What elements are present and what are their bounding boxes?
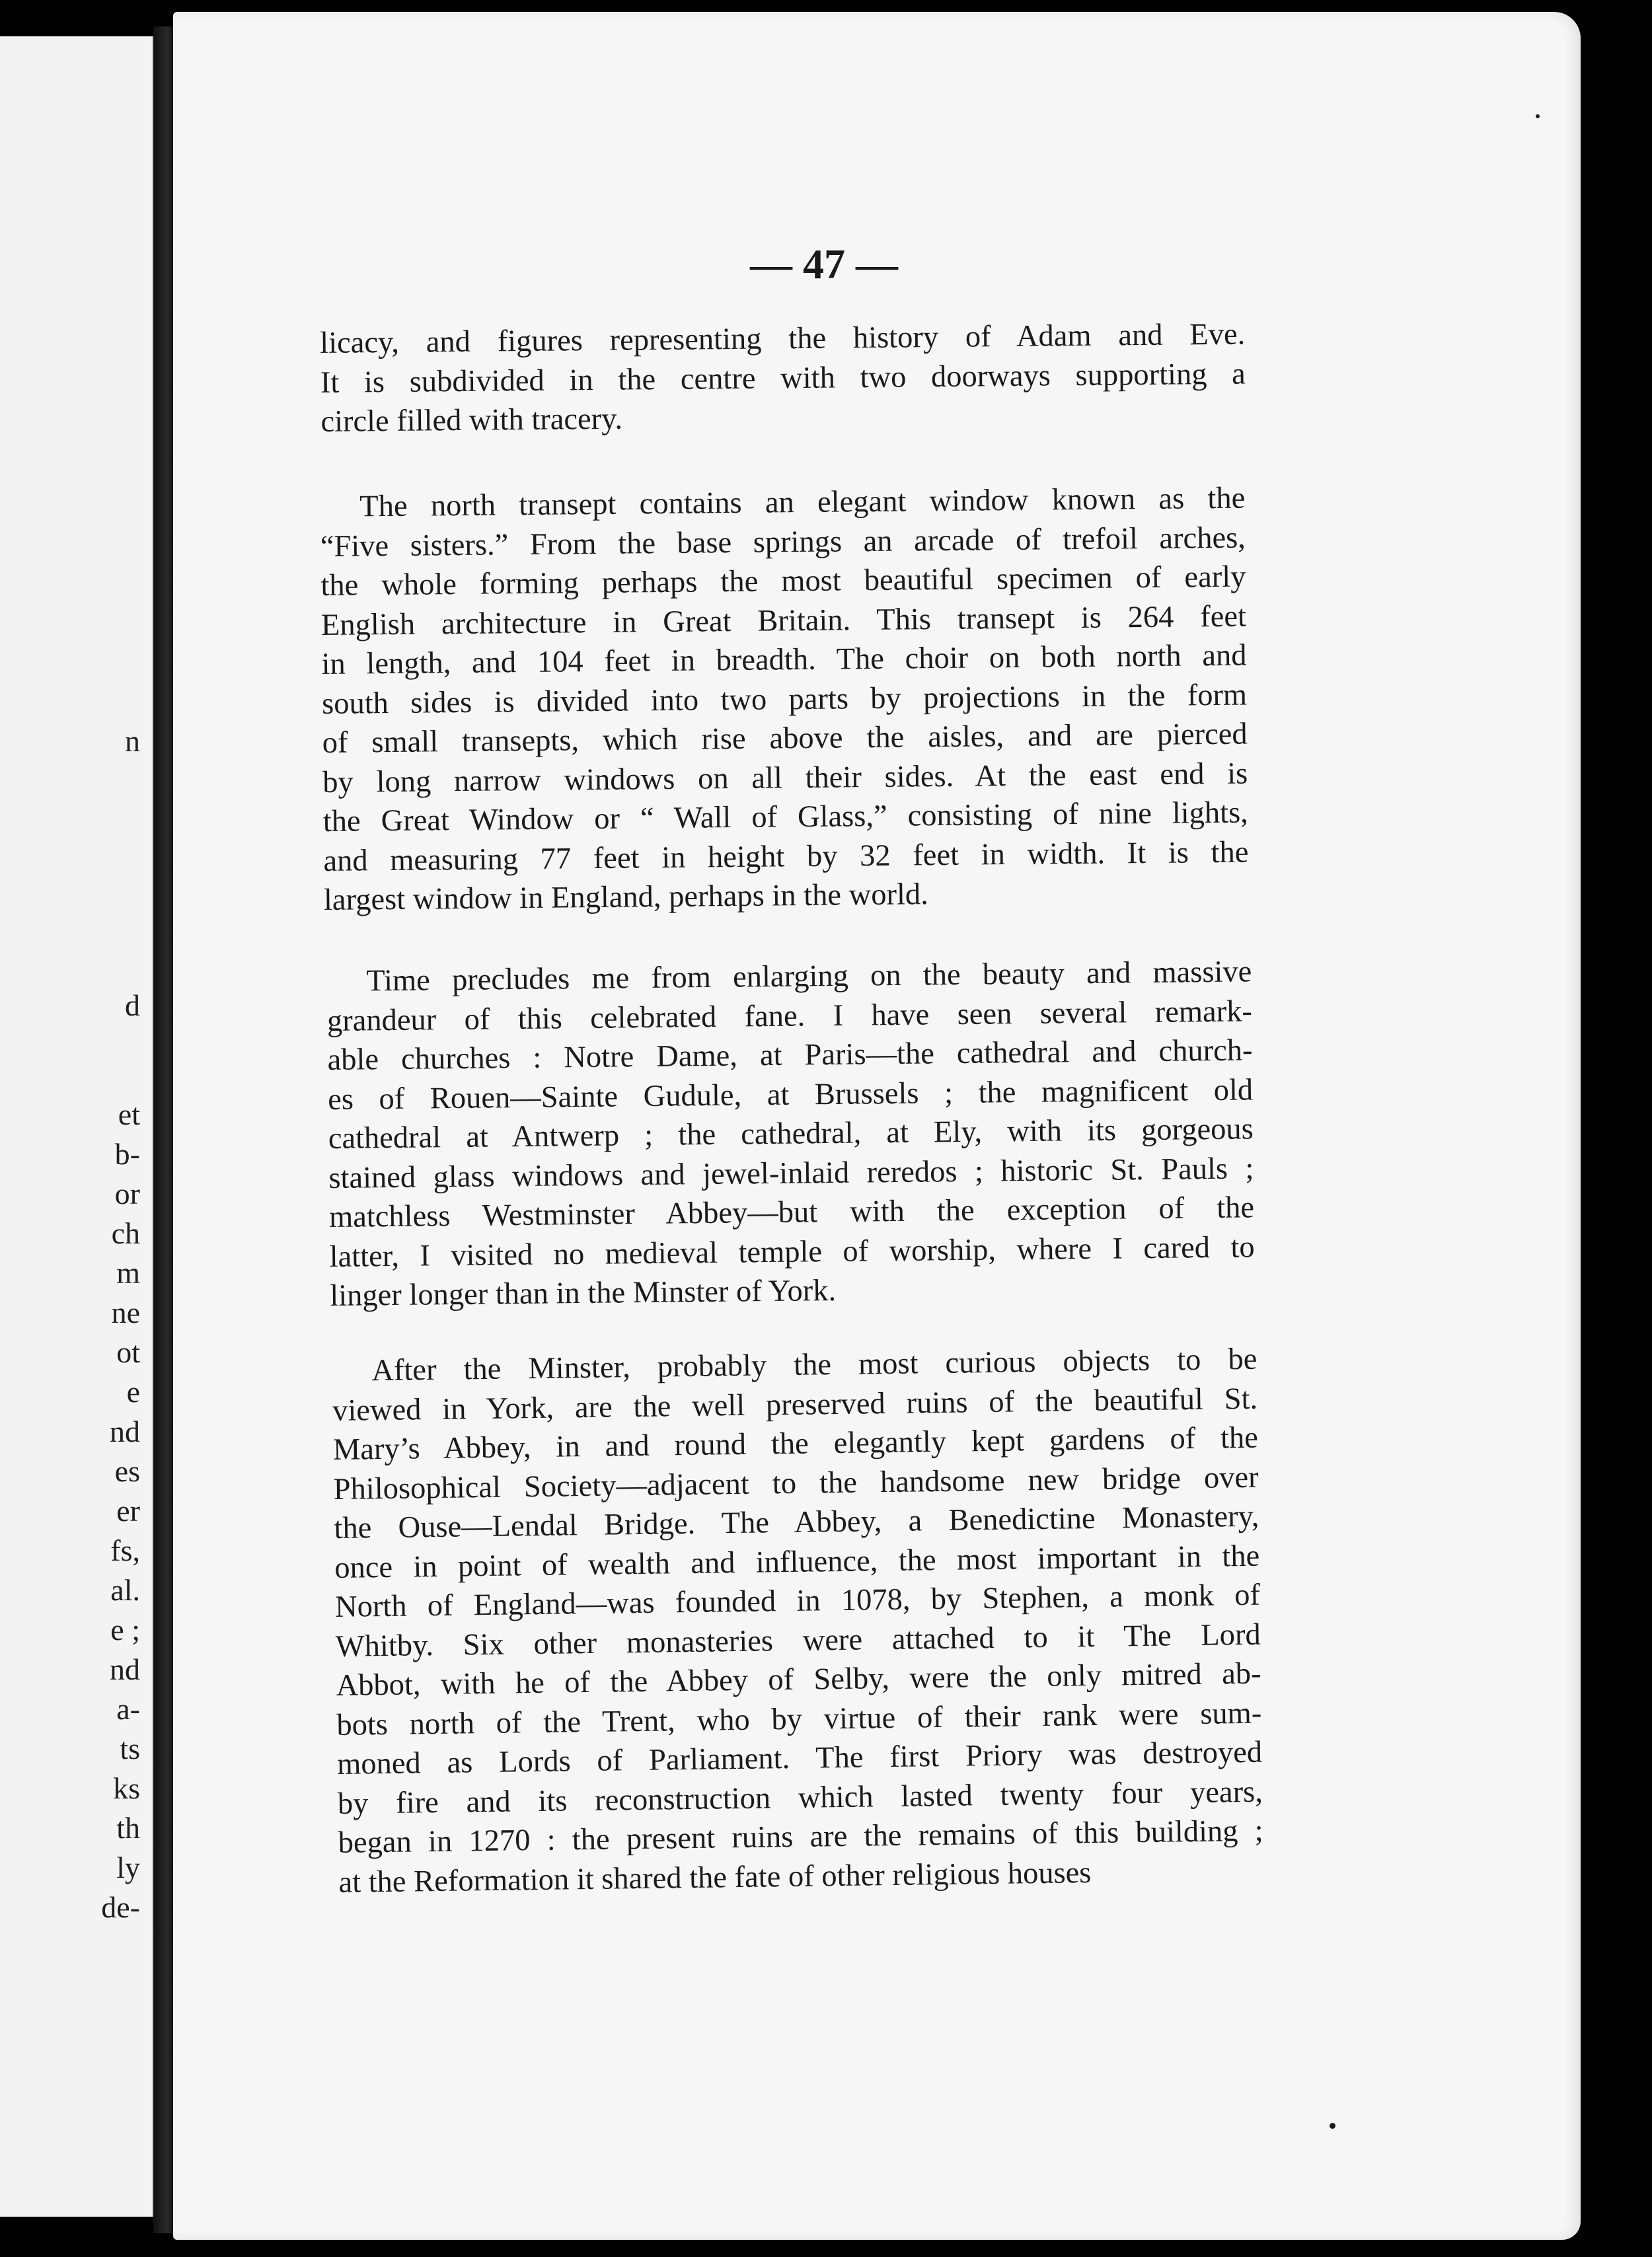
margin-fragment: fs, (110, 1534, 140, 1567)
margin-fragment: m (116, 1256, 140, 1290)
text-line: Time precludes me from enlarging on the beauty and massive (366, 955, 1252, 998)
margin-fragment: e (126, 1375, 140, 1409)
margin-fragment: a- (116, 1692, 140, 1726)
paragraph-4 (332, 1339, 1330, 1902)
text-line: licacy, and figures representing the history of Adam and Eve. (320, 317, 1246, 360)
margin-fragment: nd (110, 1415, 140, 1448)
text-line: cathedral at Antwerp ; the cathedral, at Ely, with its gorgeous (328, 1112, 1254, 1156)
margin-fragment: e ; (110, 1613, 140, 1646)
text-line: bots north of the Trent, who by virtue of their rank were sum- (336, 1696, 1262, 1742)
text-line: began in 1270 : the present ruins are the remains of this building ; (338, 1814, 1263, 1860)
margin-fragment: et (118, 1097, 140, 1131)
margin-fragment: al. (110, 1573, 140, 1607)
text-line: grandeur of this celebrated fane. I have seen several remark- (326, 994, 1253, 1038)
margin-fragment: ks (113, 1771, 140, 1805)
margin-fragment: d (125, 988, 140, 1022)
text-line: North of England—was founded in 1078, by Stephen, a monk of (334, 1578, 1261, 1624)
text-line: south sides is divided into two parts by projections in the form (321, 678, 1248, 721)
text-line: The north transept contains an elegant window known as the (359, 481, 1246, 524)
margin-fragment: de- (101, 1890, 140, 1924)
text-line: Abbot, with he of the Abbey of Selby, were the only mitred ab- (336, 1656, 1261, 1703)
paragraph-3 (326, 951, 1322, 1315)
margin-fragment: ch (111, 1216, 140, 1250)
text-line: largest window in England, perhaps in the world. (323, 877, 928, 917)
margin-fragment: or (114, 1177, 140, 1210)
text-line: the whole forming perhaps the most beautiful specimen of early (320, 560, 1246, 603)
margin-fragment: n (125, 724, 140, 758)
text-line: After the Minster, probably the most curious objects to be (371, 1342, 1258, 1388)
text-line: Mary’s Abbey, in and round the elegantly kept gardens of the (332, 1421, 1259, 1467)
text-line: of small transepts, which rise above the aisles, and are pierced (322, 717, 1248, 760)
text-line: moned as Lords of Parliament. The first Priory was destroyed (336, 1735, 1263, 1781)
text-line: Whitby. Six other monasteries were attached to it The Lord (335, 1617, 1261, 1664)
margin-fragment: er (116, 1494, 140, 1528)
margin-fragment: th (116, 1811, 140, 1845)
text-line: “Five sisters.” From the base springs an arcade of trefoil arches, (320, 521, 1246, 564)
text-line: the Ouse—Lendal Bridge. The Abbey, a Benedictine Monastery, (334, 1499, 1259, 1545)
text-line: at the Reformation it shared the fate of other religious houses (338, 1855, 1092, 1900)
text-line: circle filled with tracery. (320, 402, 623, 439)
text-line: latter, I visited no medieval temple of worship, where I cared to (329, 1230, 1255, 1274)
margin-fragment: nd (110, 1652, 140, 1686)
text-line: once in point of wealth and influence, the most important in the (334, 1539, 1260, 1585)
text-line: matchless Westminster Abbey—but with the exception of the (328, 1191, 1255, 1234)
text-line: and measuring 77 feet in height by 32 feet in width. It is the (323, 835, 1249, 878)
text-line: Philosophical Society—adjacent to the handsome new bridge over (333, 1460, 1259, 1506)
margin-fragment: ot (116, 1335, 140, 1369)
text-line: es of Rouen—Sainte Gudule, at Brussels ; the magnificent old (327, 1072, 1254, 1117)
margin-fragment: b- (114, 1137, 140, 1171)
text-line: stained glass windows and jewel-inlaid reredos ; historic St. Pauls ; (328, 1151, 1254, 1195)
page-47 (173, 12, 1581, 2240)
ink-speck (1536, 114, 1540, 118)
text-line: linger longer than in the Minster of York. (330, 1273, 837, 1313)
paragraph-1 (320, 314, 1312, 442)
text-line: in length, and 104 feet in breadth. The choir on both north and (321, 638, 1247, 681)
margin-fragment: ly (116, 1851, 140, 1884)
margin-fragment: es (114, 1454, 140, 1488)
page-number: — 47 — (750, 240, 898, 287)
paragraph-2 (320, 478, 1315, 920)
text-line: able churches : Notre Dame, at Paris—the cathedral and church- (327, 1033, 1253, 1077)
margin-fragment: ne (111, 1296, 140, 1329)
text-line: viewed in York, are the well preserved ruins of the beautiful St. (332, 1382, 1258, 1428)
text-line: by fire and its reconstruction which lasted twenty four years, (337, 1775, 1263, 1821)
text-line: by long narrow windows on all their sides. At the east end is (322, 757, 1248, 799)
text-line: the Great Window or “ Wall of Glass,” consisting of nine lights, (322, 796, 1249, 838)
ink-speck (1330, 2123, 1335, 2129)
previous-page-fragment (0, 36, 154, 2217)
margin-fragment: ts (120, 1732, 140, 1765)
text-line: English architecture in Great Britain. This transept is 264 feet (320, 599, 1247, 642)
text-line: It is subdivided in the centre with two doorways supporting a (320, 357, 1246, 400)
